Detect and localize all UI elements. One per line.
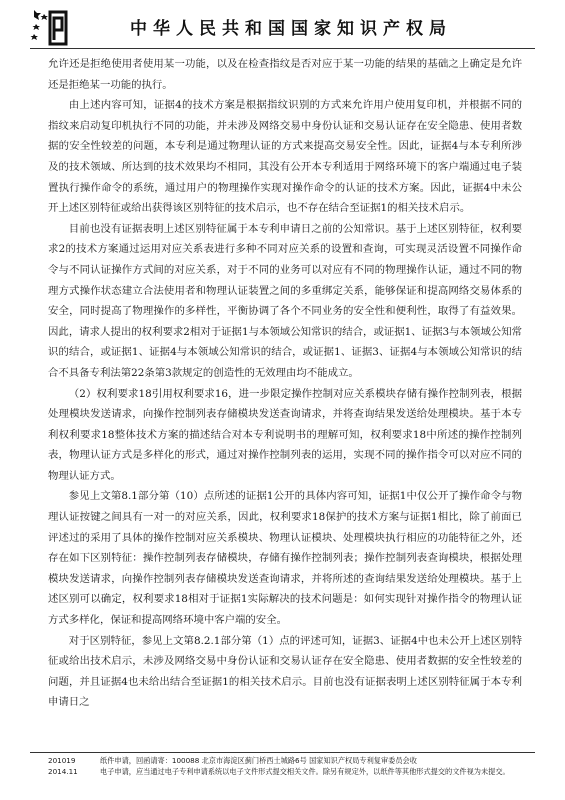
electronic-filing-note: 电子申请，应当通过电子专利申请系统以电子文件形式提交相关文件。除另有规定外，以纸件等其他形式提交的文件视为未提交。 xyxy=(100,766,510,776)
form-version: 2014.11 xyxy=(48,766,78,776)
paragraph-claim2-conclusion: 目前也没有证据表明上述区别特征属于本专利申请日之前的公知常识。基于上述区别特征，权利要求2的技术方案通过运用对应关系表进行多种不同对应关系的设置和查询，可实现灵活设置不同操作命令与不同认证操作方式间的对应关系，对于不同的业务可以对应有不同的物理操作认证，通过不同的物理方式操作状态建立合法使用者和物理认证装置之间的多重绑定关系，能够保证和提高网络交易体系的安全，同时提高了物理操作的多样性，平衡协调了各个不同业务的安全性和便利性，取得了有益效果。因此，请求人提出的权利要求2相对于证据1与本领域公知常识的结合，或证据1、证据3与本领域公知常识的结合，或证据1、证据4与本领域公知常识的结合，或证据1、证据3、证据4与本领域公知常识的结合不具备专利法第22条第3款规定的创造性的无效理由均不能成立。 xyxy=(48,222,522,379)
paragraph-distinguishing-features: 对于区别特征，参见上文第8.2.1部分第（1）点的评述可知，证据3、证据4中也未公开上述区别特征或给出技术启示，未涉及网络交易中身份认证和交易认证存在安全隐患、使用者数据的安全性较差的问题，并且证据4也未给出结合至证据1的相关技术启示。目前也没有证据表明上述区别特征属于本专利申请日之 xyxy=(48,634,522,709)
paragraph-continuation: 允许还是拒绝使用者使用某一功能，以及在检查指纹是否对应于某一功能的结果的基础之上确定是允许还是拒绝某一功能的执行。 xyxy=(48,58,522,91)
footer-line xyxy=(48,767,538,778)
paragraph-claim18-description: （2）权利要求18引用权利要求16，进一步限定操作控制对应关系模块存储有操作控制列表，根据处理模块发送请求，向操作控制列表存储模块发送查询请求，并将查询结果发送给处理模块。基于本专利权利要求18整体技术方案的描述结合对本专利说明书的理解可知，权利要求18中所述的操作控制列表，物理认证方式是多样化的形式，通过对操作控制列表的运用，实现不同的操作指令可以对应不同的物理认证方式。 xyxy=(48,387,522,482)
org-name: 中华人民共和国国家知识产权局 xyxy=(130,19,452,39)
footer-line xyxy=(48,756,538,767)
header-divider xyxy=(30,48,535,49)
footer-divider xyxy=(30,752,535,753)
page-footer xyxy=(48,756,538,777)
paragraph-evidence4-analysis: 由上述内容可知，证据4的技术方案是根据指纹识别的方式来允许用户使用复印机，并根据不同的指纹来启动复印机执行不同的功能，并未涉及网络交易中身份认证和交易认证存在安全隐患、使用者数据的安全性较差的问题，本专利是通过物理认证的方式来提高交易安全性。因此，证据4与本专利所涉及的技术领域、所达到的技术效果均不相同，其没有公开本专利适用于网络环境下的客户端通过电子装置执行操作命令的系统，通过用户的物理操作实现对操作命令的认证的技术方案。因此，证据4中未公开上述区别特征或给出获得该区别特征的技术启示，也不存在结合至证据1的相关技术启示。 xyxy=(48,99,522,215)
paper-filing-note: 纸件申请，回函请寄：100088 北京市海淀区蓟门桥西土城路6号 国家知识产权局专利复审委员会收 xyxy=(100,756,417,765)
cnipa-logo-icon xyxy=(30,8,70,46)
document-body xyxy=(48,54,522,713)
form-code: 201019 xyxy=(48,756,76,765)
page-header xyxy=(0,0,565,50)
paragraph-claim18-distinguishing: 参见上文第8.1部分第（10）点所述的证据1公开的具体内容可知，证据1中仅公开了操作命令与物理认证按键之间具有一对一的对应关系，因此，权利要求18保护的技术方案与证据1相比，除了前面已评述过的采用了具体的操作控制对应关系模块、物理认证模块、处理模块执行相应的功能特征之外，还存在如下区别特征：操作控制列表存储模块，存储有操作控制列表；操作控制列表查询模块，根据处理模块发送请求，向操作控制列表存储模块发送查询请求，并将所述的查询结果发送给处理模块。基于上述区别可以确定，权利要求18相对于证据1实际解决的技术问题是：如何实现针对操作指令的物理认证方式多样化，保证和提高网络环境中客户端的安全。 xyxy=(48,490,522,627)
